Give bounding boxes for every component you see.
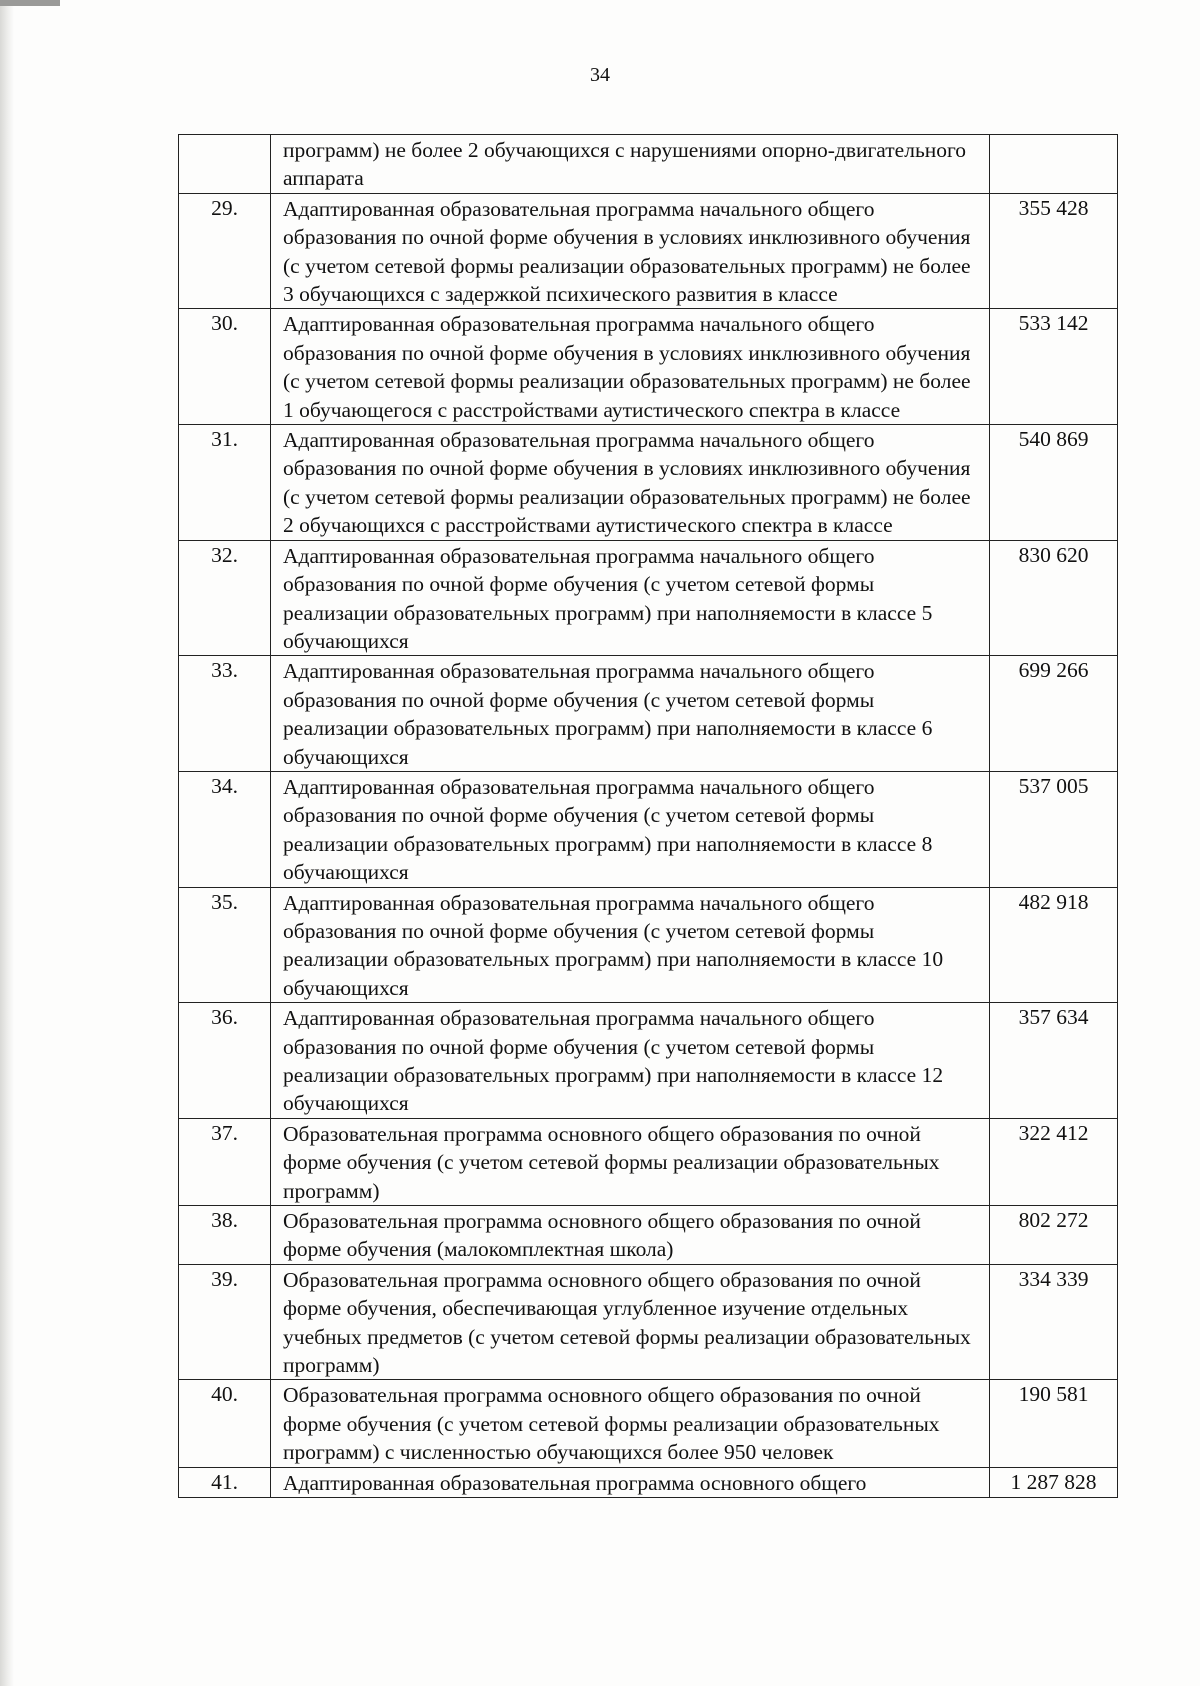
program-description: Образовательная программа основного общего образования по очной форме обучения (с учетом сетевой формы реализации образовательных программ) с численностью обучающихся более 950 человек: [271, 1380, 990, 1467]
table-row: [179, 540, 1118, 656]
row-number: 35.: [179, 887, 271, 1003]
table-row: [179, 771, 1118, 887]
table-row: [179, 193, 1118, 309]
program-description: программ) не более 2 обучающихся с нарушениями опорно-двигательного аппарата: [271, 135, 990, 194]
cost-value: 357 634: [990, 1003, 1118, 1119]
program-description: Образовательная программа основного общего образования по очной форме обучения (малокомплектная школа): [271, 1206, 990, 1265]
cost-value: 802 272: [990, 1206, 1118, 1265]
program-description: Адаптированная образовательная программа начального общего образования по очной форме обучения (с учетом сетевой формы реализации образовательных программ) при наполняемости в классе 6 обучающихся: [271, 656, 990, 772]
row-number: 41.: [179, 1467, 271, 1497]
cost-value: 830 620: [990, 540, 1118, 656]
table-row: [179, 1380, 1118, 1467]
table-row: [179, 1467, 1118, 1497]
program-description: Адаптированная образовательная программа начального общего образования по очной форме обучения в условиях инклюзивного обучения (с учетом сетевой формы реализации образовательных программ) не более 1 обучающегося с расстройствами аутистического спектра в классе: [271, 309, 990, 425]
cost-value: 322 412: [990, 1118, 1118, 1205]
program-description: Адаптированная образовательная программа начального общего образования по очной форме обучения (с учетом сетевой формы реализации образовательных программ) при наполняемости в классе 10 обучающихся: [271, 887, 990, 1003]
row-number: 38.: [179, 1206, 271, 1265]
table-row: [179, 135, 1118, 194]
table-row: [179, 425, 1118, 541]
program-description: Адаптированная образовательная программа основного общего: [271, 1467, 990, 1497]
cost-value: 190 581: [990, 1380, 1118, 1467]
table-row: [179, 1003, 1118, 1119]
row-number: 32.: [179, 540, 271, 656]
cost-value: 699 266: [990, 656, 1118, 772]
cost-value: 482 918: [990, 887, 1118, 1003]
page-number: 34: [590, 64, 610, 86]
row-number: 30.: [179, 309, 271, 425]
cost-value: 537 005: [990, 771, 1118, 887]
table-row: [179, 656, 1118, 772]
cost-value: 355 428: [990, 193, 1118, 309]
row-number: [179, 135, 271, 194]
cost-value: 1 287 828: [990, 1467, 1118, 1497]
program-description: Адаптированная образовательная программа начального общего образования по очной форме обучения в условиях инклюзивного обучения (с учетом сетевой формы реализации образовательных программ) не более 3 обучающихся с задержкой психического развития в классе: [271, 193, 990, 309]
table-body: [179, 135, 1118, 1498]
cost-value: 533 142: [990, 309, 1118, 425]
cost-value: [990, 135, 1118, 194]
table-row: [179, 1264, 1118, 1380]
program-description: Адаптированная образовательная программа начального общего образования по очной форме обучения в условиях инклюзивного обучения (с учетом сетевой формы реализации образовательных программ) не более 2 обучающихся с расстройствами аутистического спектра в классе: [271, 425, 990, 541]
scan-edge-shadow: [0, 0, 14, 1686]
scan-corner-mark: [0, 0, 60, 6]
row-number: 39.: [179, 1264, 271, 1380]
row-number: 40.: [179, 1380, 271, 1467]
program-description: Образовательная программа основного общего образования по очной форме обучения (с учетом сетевой формы реализации образовательных программ): [271, 1118, 990, 1205]
program-description: Адаптированная образовательная программа начального общего образования по очной форме обучения (с учетом сетевой формы реализации образовательных программ) при наполняемости в классе 5 обучающихся: [271, 540, 990, 656]
row-number: 36.: [179, 1003, 271, 1119]
normative-cost-table: [178, 134, 1118, 1498]
table-row: [179, 309, 1118, 425]
program-description: Образовательная программа основного общего образования по очной форме обучения, обеспечивающая углубленное изучение отдельных учебных предметов (с учетом сетевой формы реализации образовательных программ): [271, 1264, 990, 1380]
cost-value: 540 869: [990, 425, 1118, 541]
table-row: [179, 1118, 1118, 1205]
table-row: [179, 887, 1118, 1003]
row-number: 31.: [179, 425, 271, 541]
row-number: 34.: [179, 771, 271, 887]
program-description: Адаптированная образовательная программа начального общего образования по очной форме обучения (с учетом сетевой формы реализации образовательных программ) при наполняемости в классе 12 обучающихся: [271, 1003, 990, 1119]
row-number: 37.: [179, 1118, 271, 1205]
row-number: 29.: [179, 193, 271, 309]
cost-value: 334 339: [990, 1264, 1118, 1380]
table-row: [179, 1206, 1118, 1265]
row-number: 33.: [179, 656, 271, 772]
program-description: Адаптированная образовательная программа начального общего образования по очной форме обучения (с учетом сетевой формы реализации образовательных программ) при наполняемости в классе 8 обучающихся: [271, 771, 990, 887]
